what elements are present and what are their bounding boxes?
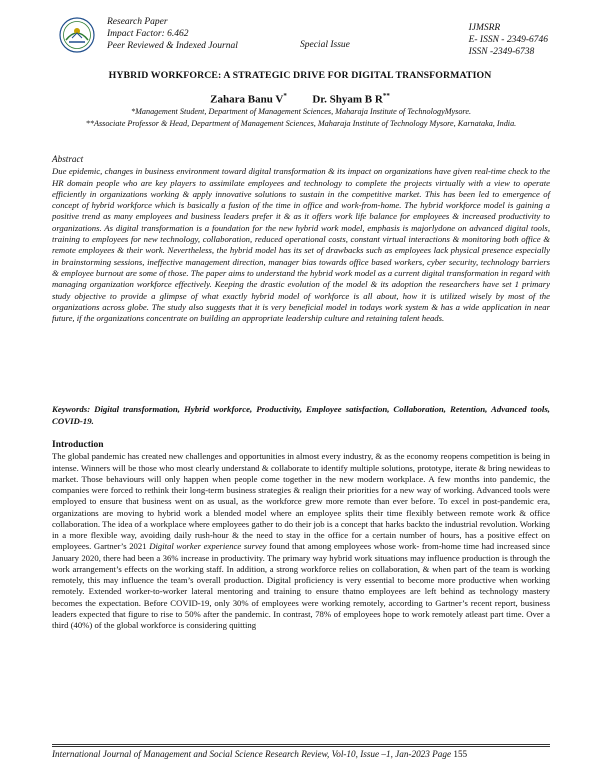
journal-emblem-icon <box>58 16 96 54</box>
paper-title: HYBRID WORKFORCE: A STRATEGIC DRIVE FOR DIGITAL TRANSFORMATION <box>108 70 492 81</box>
author-1-mark: * <box>283 92 287 100</box>
introduction-heading: Introduction <box>52 440 104 450</box>
introduction-text-2: found that among employees whose work- from-home time had increased since January 2020, there had been a 36% increase in productivity. The primary way hybrid work situations may influence production is through the work arrangement’s effects on the working staff. In addition, a strong workforce relies on collaboration, & when part of the team is working remotely, this may influence the team’s overall production. Digital proficiency is very essential to become more productive when working remotely. Extended worker-to-worker lateral mentoring and training to ensure thatno employees are left behind as technology mastery becomes the expectation. Before COVID-19, only 30% of employees were working remotely, according to Gartner’s recent report, business leaders expected that figure to rise to 50% after the pandemic. In contrast, 78% of employees hope to work remotely atleast part time. Over a third (40%) of the global workforce is considering quitting <box>52 541 551 630</box>
footer-citation: International Journal of Management and Social Science Research Review, Vol-10, Issue –1, Jan-2023 <box>52 749 430 759</box>
journal-meta-left <box>107 16 238 52</box>
introduction-text-1: The global pandemic has created new challenges and opportunities in almost every industry, & as the economy reopens competition is being in intense. Winners will be those who most clearly understand & collaborate to identify multiple solutions, prototype, iterate & bring newideas to market. Those behaviours will only happen when people come together in the new modern workplace. A few months into pandemic, the companies were forced to rethink their long-term business strategies & realign their priorities for a new way of working. Advanced tools were employed to ensure that business went on as usual, as the workforce grew more remote than ever before. To excel in post-pandemic era, organizations are moving to hybrid work a blended model where an employee splits their time flexibly between remote work & office collaboration. The idea of a workplace where employees gather to do their job is a concept that harks backto the industrial revolution. Working in a more flexible way, avoiding daily rush-hour & the need to stay in the office for a certain number of hours, has a positive effect on employees. Gartner’s 2021 <box>52 451 550 552</box>
page-number: 155 <box>453 749 468 759</box>
peer-reviewed-label: Peer Reviewed & Indexed Journal <box>107 41 238 51</box>
author-2-mark: ** <box>382 92 390 100</box>
footer-page-label: Page <box>432 749 452 759</box>
introduction-body <box>52 451 550 631</box>
authors <box>0 92 600 106</box>
issn: ISSN -2349-6738 <box>468 47 535 57</box>
abstract-section <box>52 154 550 324</box>
special-issue-label: Special Issue <box>300 40 350 50</box>
e-issn: E- ISSN - 2349-6746 <box>468 35 548 45</box>
abstract-heading: Abstract <box>52 154 84 164</box>
keywords: Keywords: Digital transformation, Hybrid workforce, Productivity, Employee satisfaction, Collaboration, Retention, Advanced tools, COVID-19. <box>52 404 550 426</box>
footer-rule <box>52 744 550 745</box>
page-footer <box>52 749 550 759</box>
abstract-body: Due epidemic, changes in business environment toward digital transformation & its impact on organizations have given real-time check to the HR domain people who are key players to assimilate employees and technology to complete the projects virtually with a view to operate efficiently in organizations working & apply innovative solutions to sustain in the competitive market. This has been led to emergence of concept of hybrid workforce which is basically a fusion of the time in office and work-from-home. The hybrid workforce model is gaining a positive trend as many employees and business leaders prefer it & as it offers work life balance for employees & increased productivity to organizations. As digital transformation is a foundation for the new hybrid work model, emphasis is majorlydone on advanced digital tools, training to employees for new technology, collaboration, reduced operational costs, constant virtual interactions & monitoring both office & remote employees & their work. Nevertheless, the hybrid model has its set of drawbacks such as employees lack physical presence especially in brainstorming sessions, ineffective management direction, manager bias towards office based workers, cyber security, technology barriers & employee burnout are some of those. The paper aims to understand the hybrid work model as a current digital transformation in regard with managing organization workforce effectively. Keeping the drastic evolution of the model & its adoption the researchers have set 1 primary study objective to provide a glimpse of what exactly hybrid model of workforce is all about, how it is utilized wisely by most of the organizations across globe. The study also suggests that it is very beneficial model in todays work system & has a wide application in near future, if the organizations concentrate on building an appropriate leadership culture and retaining talent heads. <box>52 166 550 324</box>
introduction-section <box>52 440 550 631</box>
journal-meta-right <box>469 22 548 58</box>
journal-abbrev: IJMSRR <box>468 23 501 33</box>
affiliation-2: **Associate Professor & Head, Department of Management Sciences, Maharaja Institute of Technology Mysore, Karnataka, India. <box>85 119 517 128</box>
author-2: Dr. Shyam B R <box>312 93 383 106</box>
impact-factor: Impact Factor: 6.462 <box>107 29 189 39</box>
footer-rule-double <box>52 746 550 747</box>
author-1: Zahara Banu V <box>210 93 284 106</box>
survey-title: Digital worker experience survey <box>149 541 267 552</box>
research-paper-label: Research Paper <box>107 17 168 27</box>
affiliation-1: *Management Student, Department of Management Sciences, Maharaja Institute of TechnologyMysore. <box>130 107 471 116</box>
